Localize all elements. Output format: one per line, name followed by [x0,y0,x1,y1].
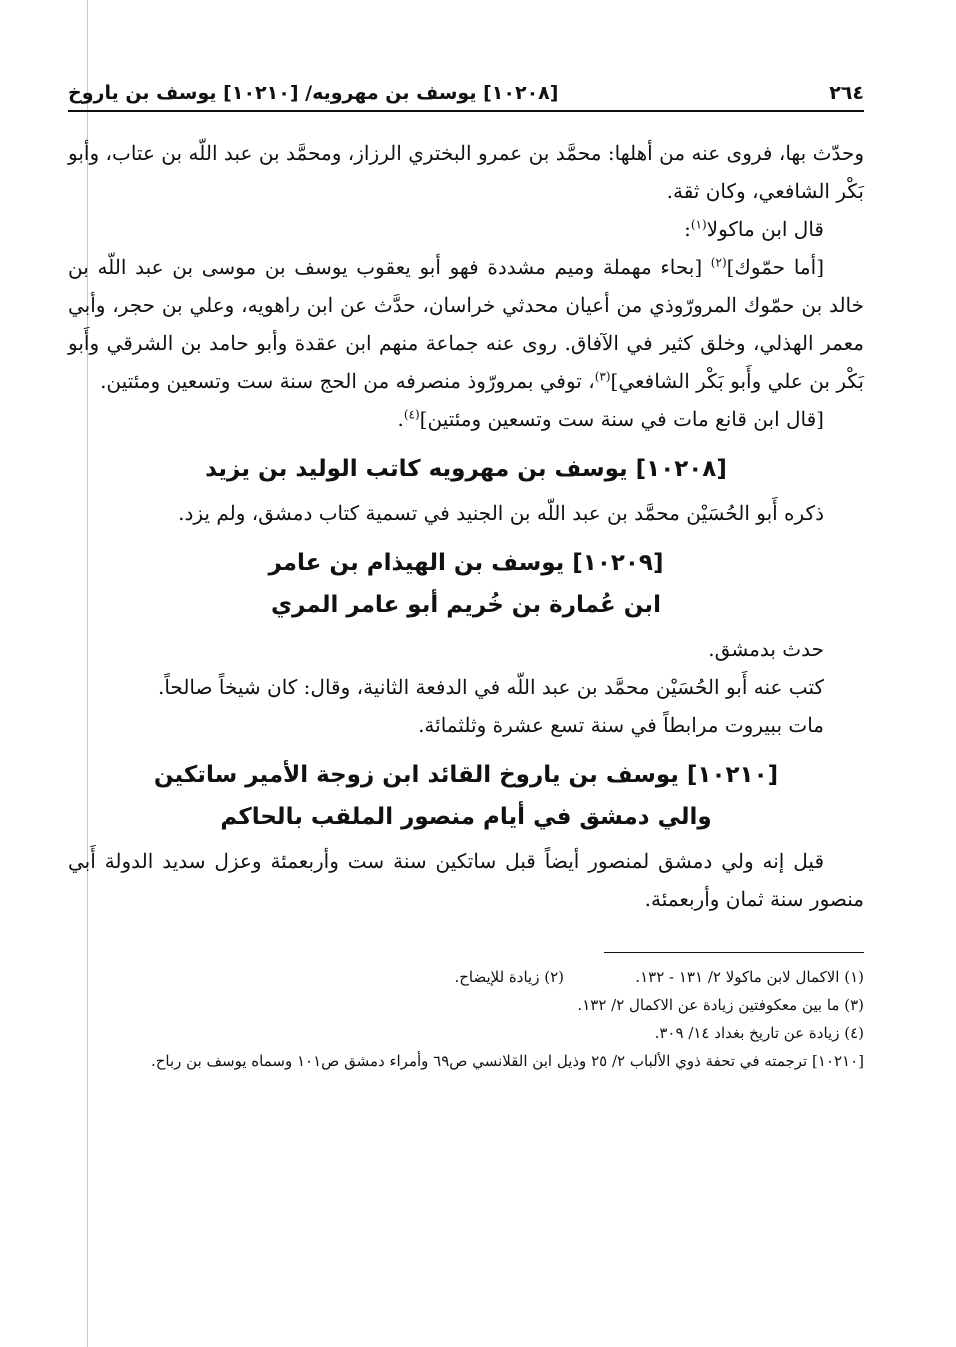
footnote-1: (١) الاكمال لابن ماكولا ٢/ ١٣١ - ١٣٢. [635,968,864,986]
paragraph-4 [68,400,864,438]
entry-10208-text: ذكره أَبو الحُسَيْن محمَّد بن عبد اللّه بن الجنيد في تسمية كتاب دمشق، ولم يزد. [178,501,824,525]
footnotes [68,963,864,1075]
entry-title-10209 [68,542,864,626]
entry-10210-text: قيل إنه ولي دمشق لمنصور أيضاً قبل ساتكين سنة ست وأربعمئة وعزل سديد الدولة أَبي منصور سنة ثمان وأربعمئة. [68,849,864,911]
page-number: ٢٦٤ [829,82,864,104]
footnote-2: (٢) زيادة للإيضاح. [454,968,564,986]
footnote-ref-3: (٣) [594,369,611,384]
footnote-5: [١٠٢١٠] ترجمته في تحفة ذوي الألباب ٢/ ٢٥ وذيل ابن القلانسي ص٦٩ وأمراء دمشق ص١٠١ وسماه يوسف بن رباح. [150,1052,864,1070]
entry-10209-title-line1: [١٠٢٠٩] يوسف بن الهيذام بن عامر [268,550,664,576]
main-text [68,134,864,918]
entry-10209-title-line2: ابن عُمارة بن خُريم أبو عامر المري [271,592,661,618]
entry-10209-line2: كتب عنه أَبو الحُسَيْن محمَّد بن عبد اللّه في الدفعة الثانية، وقال: كان شيخاً صالحاً. [157,675,824,699]
footnote-ref-1: (١) [690,217,707,232]
footnote-ref-4: (٤) [403,407,420,422]
entry-10210-title-line1: [١٠٢١٠] يوسف بن ياروخ القائد ابن زوجة الأمير ساتكين [153,762,779,788]
entry-title-10210 [68,754,864,838]
footnote-separator [604,952,864,953]
para4-end: . [397,407,404,431]
footnote-ref-2: (٢) [710,255,727,270]
book-page [68,78,864,1075]
paragraph-3 [68,248,864,400]
entry-10209-line1: حدث بدمشق. [708,637,824,661]
page-header [68,78,864,112]
entry-10209-line3: مات ببيروت مرابطاً في سنة تسع عشرة وثلثمائة. [418,713,824,737]
paragraph-2 [68,210,864,248]
para2-end: : [684,217,691,241]
entry-10210-title-line2: والي دمشق في أيام منصور الملقب بالحاكم [220,804,712,830]
running-title: [١٠٢٠٨] يوسف بن مهرويه/ [١٠٢١٠] يوسف بن ياروخ [68,82,559,104]
para3-b: [بحاء مهملة وميم مشددة فهو أبو يعقوب يوسف بن موسى بن عبد اللّه بن خالد بن حمّوك المرورّوذي من أعيان محدثي خراسان، حدَّث عن ابن راهويه، وعلي بن حجر، وأبي معمر الهذلي، وخلق كثير في الآفاق. روى عنه جماعة منهم ابن عقدة وأبو حامد بن الشرقي وأَبو بَكْر بن علي وأَبو بَكْر الشافعي] [68,255,864,393]
paragraph-1: وحدّث بها، فروى عنه من أهلها: محمَّد بن عمرو البختري الرزاز، ومحمَّد بن عبد اللّه بن عتاب، وأبو بَكْر الشافعي، وكان ثقة. [68,141,864,203]
para3-c: ، توفي بمرورّوذ منصرفه من الحج سنة ست وتسعين ومئتين. [100,369,595,393]
para4-a: [قال ابن قانع مات في سنة ست وتسعين ومئتين] [419,407,824,431]
para3-a: [أما حمّوك] [726,255,824,279]
entry-title-10208: [١٠٢٠٨] يوسف بن مهرويه كاتب الوليد بن يزيد [205,456,727,482]
footnote-4: (٤) زيادة عن تاريخ بغداد ١٤/ ٣٠٩. [654,1024,864,1042]
footnote-row-1 [68,963,864,991]
footnote-3: (٣) ما بين معكوفتين زيادة عن الاكمال ٢/ ١٣٢. [577,996,864,1014]
para2-text: قال ابن ماكولا [706,217,824,241]
